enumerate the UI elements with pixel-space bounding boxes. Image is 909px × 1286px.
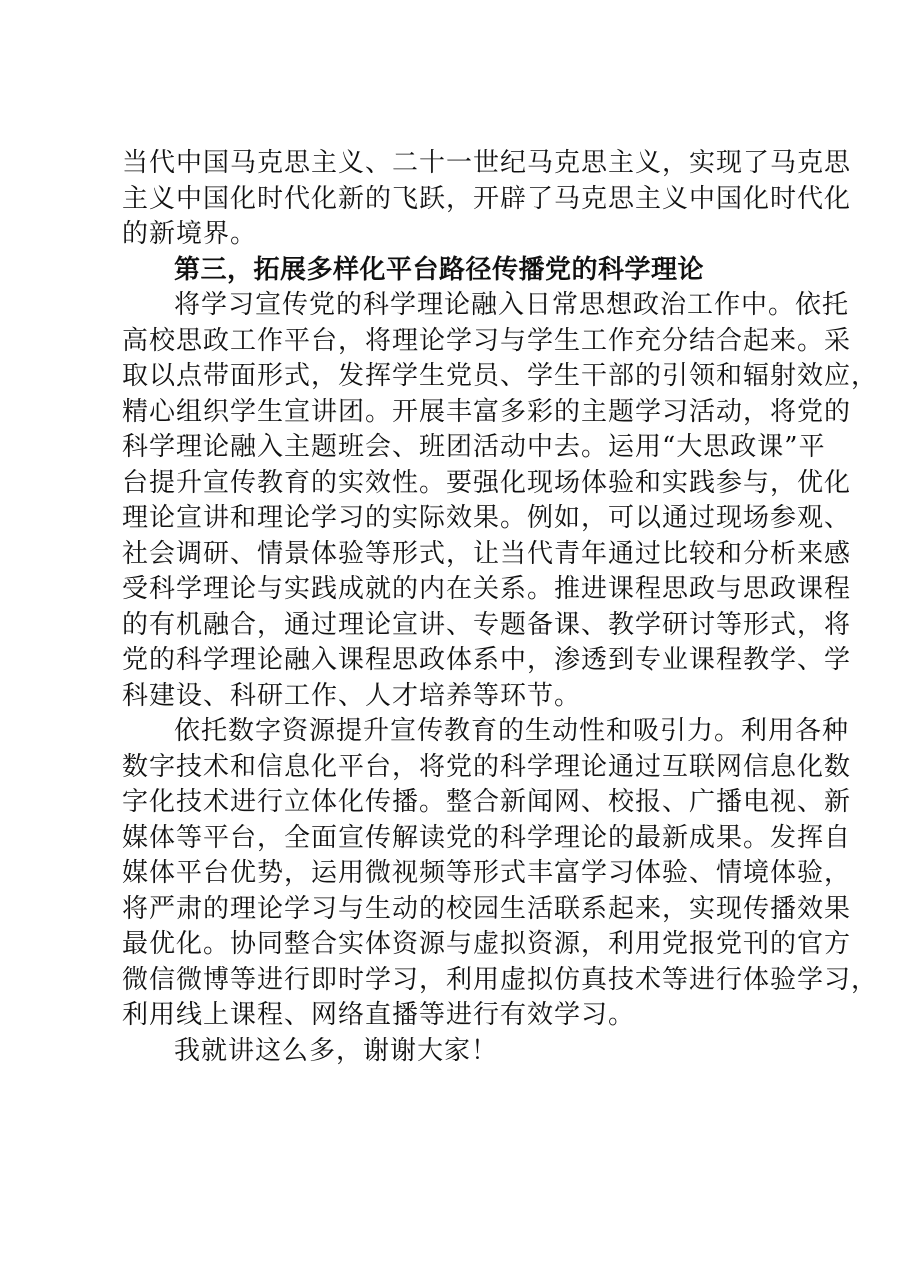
paragraph-2-line: 利用线上课程、网络直播等进行有效学习。 xyxy=(122,1000,636,1030)
paragraph-1-line: 高校思政工作平台，将理论学习与学生工作充分结合起来。采 xyxy=(122,325,852,356)
paragraph-1-line: 社会调研、情景体验等形式，让当代青年通过比较和分析来感 xyxy=(122,538,852,569)
paragraph-2-line: 将严肃的理论学习与生动的校园生活联系起来，实现传播效果 xyxy=(122,893,852,924)
closing-line: 我就讲这么多，谢谢大家！ xyxy=(174,1035,499,1066)
paragraph-1-line: 科建设、科研工作、人才培养等环节。 xyxy=(122,680,582,711)
paragraph-1-line: 党的科学理论融入课程思政体系中，渗透到专业课程教学、学 xyxy=(122,645,852,675)
paragraph-2-line: 数字技术和信息化平台，将党的科学理论通过互联网信息化数 xyxy=(122,751,852,782)
paragraph-1-line: 将学习宣传党的科学理论融入日常思想政治工作中。依托 xyxy=(174,290,850,320)
paragraph-1-line: 科学理论融入主题班会、班团活动中去。运用“大思政课”平 xyxy=(122,432,826,462)
paragraph-1-line: 理论宣讲和理论学习的实际效果。例如，可以通过现场参观、 xyxy=(122,503,852,533)
paragraph-2-line: 媒体等平台，全面宣传解读党的科学理论的最新成果。发挥自 xyxy=(122,822,852,853)
paragraph-2-line: 微信微博等进行即时学习，利用虚拟仿真技术等进行体验学习， xyxy=(122,964,879,995)
intro-line: 当代中国马克思主义、二十一世纪马克思主义，实现了马克思 xyxy=(122,148,852,178)
paragraph-1-line: 受科学理论与实践成就的内在关系。推进课程思政与思政课程 xyxy=(122,574,852,604)
paragraph-1-line: 的有机融合，通过理论宣讲、专题备课、教学研讨等形式，将 xyxy=(122,609,852,640)
paragraph-1-line: 取以点带面形式，发挥学生党员、学生干部的引领和辐射效应， xyxy=(122,361,879,391)
intro-line: 的新境界。 xyxy=(122,219,258,249)
intro-line: 主义中国化时代化新的飞跃，开辟了马克思主义中国化时代化 xyxy=(122,183,852,214)
paragraph-2-line: 字化技术进行立体化传播。整合新闻网、校报、广播电视、新 xyxy=(122,787,852,817)
paragraph-1-line: 精心组织学生宣讲团。开展丰富多彩的主题学习活动，将党的 xyxy=(122,396,852,427)
paragraph-2-line: 最优化。协同整合实体资源与虚拟资源，利用党报党刊的官方 xyxy=(122,929,852,959)
paragraph-1-line: 台提升宣传教育的实效性。要强化现场体验和实践参与，优化 xyxy=(122,467,852,498)
document-body xyxy=(122,146,879,1069)
section-heading: 第三，拓展多样化平台路径传播党的科学理论 xyxy=(174,254,705,285)
paragraph-2-line: 依托数字资源提升宣传教育的生动性和吸引力。利用各种 xyxy=(174,716,850,746)
paragraph-2-line: 媒体平台优势，运用微视频等形式丰富学习体验、情境体验， xyxy=(122,858,852,888)
